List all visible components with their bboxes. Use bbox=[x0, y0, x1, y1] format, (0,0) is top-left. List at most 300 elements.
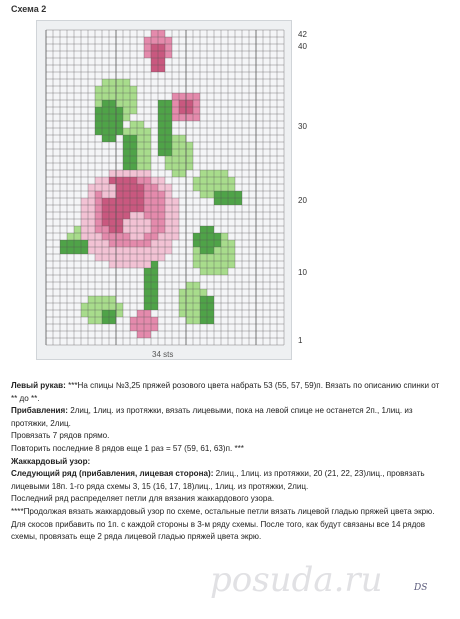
chart-cell bbox=[137, 128, 144, 135]
chart-cell bbox=[214, 240, 221, 247]
chart-cell bbox=[228, 191, 235, 198]
chart-cell bbox=[172, 114, 179, 121]
chart-cell bbox=[116, 79, 123, 86]
chart-cell bbox=[151, 198, 158, 205]
chart-cell bbox=[123, 100, 130, 107]
chart-cell bbox=[109, 254, 116, 261]
chart-cell bbox=[228, 240, 235, 247]
chart-cell bbox=[200, 317, 207, 324]
chart-cell bbox=[116, 205, 123, 212]
chart-cell bbox=[102, 114, 109, 121]
last-row-line: Последний ряд распределяет петли для вязания жаккардового узора. bbox=[11, 494, 275, 504]
chart-cell bbox=[123, 184, 130, 191]
chart-cell bbox=[144, 37, 151, 44]
chart-cell bbox=[109, 296, 116, 303]
chart-cell bbox=[81, 303, 88, 310]
chart-cell bbox=[207, 177, 214, 184]
chart-cell bbox=[151, 303, 158, 310]
chart-cell bbox=[193, 303, 200, 310]
chart-cell bbox=[102, 317, 109, 324]
chart-cell bbox=[179, 289, 186, 296]
chart-cell bbox=[193, 310, 200, 317]
chart-cell bbox=[207, 310, 214, 317]
chart-cell bbox=[151, 30, 158, 37]
chart-cell bbox=[102, 219, 109, 226]
chart-cell bbox=[130, 149, 137, 156]
chart-cell bbox=[109, 79, 116, 86]
chart-cell bbox=[88, 303, 95, 310]
chart-cell bbox=[88, 219, 95, 226]
chart-cell bbox=[81, 247, 88, 254]
chart-cell bbox=[95, 254, 102, 261]
chart-cell bbox=[179, 142, 186, 149]
chart-cell bbox=[109, 261, 116, 268]
chart-cell bbox=[158, 107, 165, 114]
chart-cell bbox=[109, 100, 116, 107]
chart-cell bbox=[179, 149, 186, 156]
chart-cell bbox=[137, 240, 144, 247]
chart-cell bbox=[172, 205, 179, 212]
chart-cell bbox=[144, 282, 151, 289]
chart-cell bbox=[207, 261, 214, 268]
chart-cell bbox=[179, 310, 186, 317]
chart-cell bbox=[158, 233, 165, 240]
chart-cell bbox=[200, 261, 207, 268]
chart-cell bbox=[228, 184, 235, 191]
chart-cell bbox=[116, 128, 123, 135]
chart-cell bbox=[158, 51, 165, 58]
chart-cell bbox=[144, 233, 151, 240]
chart-cell bbox=[95, 177, 102, 184]
chart-cell bbox=[193, 233, 200, 240]
chart-cell bbox=[186, 107, 193, 114]
chart-cell bbox=[102, 212, 109, 219]
chart-cell bbox=[151, 247, 158, 254]
chart-cell bbox=[151, 177, 158, 184]
chart-cell bbox=[130, 142, 137, 149]
chart-cell bbox=[123, 128, 130, 135]
chart-cell bbox=[81, 233, 88, 240]
chart-cell bbox=[123, 163, 130, 170]
chart-cell bbox=[200, 310, 207, 317]
chart-cell bbox=[95, 205, 102, 212]
chart-cell bbox=[200, 191, 207, 198]
chart-cell bbox=[144, 128, 151, 135]
chart-cell bbox=[123, 107, 130, 114]
chart-cell bbox=[193, 114, 200, 121]
chart-cell bbox=[137, 310, 144, 317]
chart-cell bbox=[165, 198, 172, 205]
chart-cell bbox=[109, 177, 116, 184]
chart-cell bbox=[130, 170, 137, 177]
chart-cell bbox=[214, 268, 221, 275]
chart-cell bbox=[200, 170, 207, 177]
chart-cell bbox=[165, 163, 172, 170]
chart-cell bbox=[179, 135, 186, 142]
chart-cell bbox=[123, 170, 130, 177]
sleeve-body: ***На спицы №3,25 пряжей розового цвета набрать 53 (55, 57, 59)п. Вязать по описанию спинки от ** до **. bbox=[11, 381, 440, 403]
chart-cell bbox=[130, 219, 137, 226]
chart-cell bbox=[151, 233, 158, 240]
chart-cell bbox=[130, 233, 137, 240]
chart-cell bbox=[95, 310, 102, 317]
chart-cell bbox=[109, 86, 116, 93]
chart-cell bbox=[200, 268, 207, 275]
chart-cell bbox=[109, 93, 116, 100]
chart-cell bbox=[137, 261, 144, 268]
chart-cell bbox=[200, 240, 207, 247]
chart-cell bbox=[151, 65, 158, 72]
chart-cell bbox=[144, 240, 151, 247]
chart-cell bbox=[172, 233, 179, 240]
chart-cell bbox=[179, 163, 186, 170]
pattern-instructions bbox=[11, 380, 447, 544]
chart-cell bbox=[207, 247, 214, 254]
chart-cell bbox=[151, 184, 158, 191]
chart-cell bbox=[151, 44, 158, 51]
row-number-20: 20 bbox=[298, 196, 307, 205]
chart-cell bbox=[102, 247, 109, 254]
chart-cell bbox=[186, 289, 193, 296]
chart-cell bbox=[165, 247, 172, 254]
chart-cell bbox=[137, 212, 144, 219]
chart-cell bbox=[207, 191, 214, 198]
chart-cell bbox=[88, 226, 95, 233]
chart-cell bbox=[193, 100, 200, 107]
chart-cell bbox=[74, 226, 81, 233]
increases-paragraph bbox=[11, 405, 447, 430]
chart-cell bbox=[200, 247, 207, 254]
chart-cell bbox=[207, 184, 214, 191]
chart-cell bbox=[144, 268, 151, 275]
chart-cell bbox=[102, 191, 109, 198]
chart-cell bbox=[179, 156, 186, 163]
chart-cell bbox=[158, 205, 165, 212]
chart-cell bbox=[165, 184, 172, 191]
chart-cell bbox=[123, 177, 130, 184]
chart-cell bbox=[123, 142, 130, 149]
chart-cell bbox=[116, 100, 123, 107]
next-row-paragraph bbox=[11, 468, 447, 493]
chart-cell bbox=[165, 51, 172, 58]
chart-cell bbox=[151, 191, 158, 198]
chart-cell bbox=[172, 226, 179, 233]
chart-cell bbox=[109, 198, 116, 205]
chart-cell bbox=[165, 240, 172, 247]
chart-cell bbox=[179, 114, 186, 121]
chart-cell bbox=[144, 310, 151, 317]
chart-cell bbox=[81, 240, 88, 247]
chart-cell bbox=[207, 268, 214, 275]
chart-cell bbox=[102, 128, 109, 135]
chart-cell bbox=[109, 247, 116, 254]
chart-cell bbox=[130, 86, 137, 93]
chart-cell bbox=[123, 114, 130, 121]
chart-cell bbox=[165, 219, 172, 226]
chart-cell bbox=[158, 30, 165, 37]
chart-cell bbox=[165, 44, 172, 51]
chart-cell bbox=[158, 240, 165, 247]
chart-cell bbox=[95, 303, 102, 310]
chart-cell bbox=[60, 247, 67, 254]
chart-cell bbox=[130, 212, 137, 219]
chart-cell bbox=[151, 317, 158, 324]
chart-cell bbox=[123, 219, 130, 226]
chart-cell bbox=[144, 261, 151, 268]
chart-cell bbox=[137, 121, 144, 128]
chart-cell bbox=[172, 107, 179, 114]
chart-cell bbox=[109, 310, 116, 317]
chart-cell bbox=[158, 142, 165, 149]
chart-cell bbox=[221, 268, 228, 275]
chart-cell bbox=[151, 254, 158, 261]
chart-cell bbox=[165, 114, 172, 121]
chart-cell bbox=[67, 240, 74, 247]
chart-cell bbox=[130, 247, 137, 254]
chart-cell bbox=[151, 282, 158, 289]
chart-cell bbox=[144, 212, 151, 219]
chart-cell bbox=[193, 261, 200, 268]
chart-cell bbox=[165, 233, 172, 240]
chart-cell bbox=[137, 205, 144, 212]
chart-cell bbox=[123, 247, 130, 254]
scheme-title: Схема 2 bbox=[11, 4, 47, 14]
chart-cell bbox=[228, 198, 235, 205]
chart-cell bbox=[179, 93, 186, 100]
chart-cell bbox=[116, 247, 123, 254]
chart-cell bbox=[116, 86, 123, 93]
chart-cell bbox=[116, 219, 123, 226]
chart-cell bbox=[158, 135, 165, 142]
chart-cell bbox=[144, 254, 151, 261]
chart-cell bbox=[144, 296, 151, 303]
chart-cell bbox=[88, 310, 95, 317]
chart-cell bbox=[81, 212, 88, 219]
chart-cell bbox=[137, 233, 144, 240]
chart-cell bbox=[88, 212, 95, 219]
chart-cell bbox=[130, 240, 137, 247]
chart-cell bbox=[214, 184, 221, 191]
increases-title: Прибавления: bbox=[11, 406, 68, 416]
chart-cell bbox=[172, 170, 179, 177]
chart-cell bbox=[158, 184, 165, 191]
chart-cell bbox=[81, 198, 88, 205]
chart-cell bbox=[116, 191, 123, 198]
chart-cell bbox=[186, 317, 193, 324]
chart-cell bbox=[95, 317, 102, 324]
chart-cell bbox=[144, 135, 151, 142]
chart-cell bbox=[193, 177, 200, 184]
chart-cell bbox=[193, 107, 200, 114]
chart-cell bbox=[88, 233, 95, 240]
chart-cell bbox=[200, 226, 207, 233]
chart-cell bbox=[116, 184, 123, 191]
chart-cell bbox=[144, 247, 151, 254]
chart-cell bbox=[151, 261, 158, 268]
chart-cell bbox=[151, 289, 158, 296]
chart-cell bbox=[130, 156, 137, 163]
chart-cell bbox=[214, 233, 221, 240]
chart-cell bbox=[109, 317, 116, 324]
chart-cell bbox=[102, 254, 109, 261]
chart-cell bbox=[151, 324, 158, 331]
chart-cell bbox=[137, 198, 144, 205]
chart-cell bbox=[200, 289, 207, 296]
chart-cell bbox=[102, 205, 109, 212]
signature: DS bbox=[414, 583, 428, 593]
chart-cell bbox=[214, 254, 221, 261]
chart-cell bbox=[137, 317, 144, 324]
chart-cell bbox=[130, 107, 137, 114]
chart-cell bbox=[165, 100, 172, 107]
chart-cell bbox=[151, 240, 158, 247]
chart-cell bbox=[235, 191, 242, 198]
chart-cell bbox=[109, 219, 116, 226]
chart-cell bbox=[137, 331, 144, 338]
row-number-42: 42 bbox=[298, 30, 307, 39]
chart-cell bbox=[200, 177, 207, 184]
chart-cell bbox=[116, 240, 123, 247]
chart-cell bbox=[144, 163, 151, 170]
row-number-1: 1 bbox=[298, 336, 303, 345]
chart-cell bbox=[81, 310, 88, 317]
chart-cell bbox=[123, 79, 130, 86]
chart-cell bbox=[123, 191, 130, 198]
chart-cell bbox=[221, 177, 228, 184]
chart-cell bbox=[186, 100, 193, 107]
chart-cell bbox=[172, 93, 179, 100]
chart-cell bbox=[95, 184, 102, 191]
chart-cell bbox=[102, 198, 109, 205]
chart-cell bbox=[193, 254, 200, 261]
chart-cell bbox=[109, 212, 116, 219]
chart-cell bbox=[95, 100, 102, 107]
chart-cell bbox=[95, 128, 102, 135]
chart-cell bbox=[130, 226, 137, 233]
chart-cell bbox=[172, 156, 179, 163]
chart-cell bbox=[130, 163, 137, 170]
chart-cell bbox=[109, 121, 116, 128]
chart-cell bbox=[221, 191, 228, 198]
chart-cell bbox=[116, 170, 123, 177]
chart-cell bbox=[88, 296, 95, 303]
chart-cell bbox=[109, 226, 116, 233]
chart-cell bbox=[116, 233, 123, 240]
chart-cell bbox=[193, 282, 200, 289]
chart-cell bbox=[130, 191, 137, 198]
chart-cell bbox=[88, 247, 95, 254]
chart-cell bbox=[144, 177, 151, 184]
chart-cell bbox=[193, 93, 200, 100]
sleeve-title: Левый рукав: bbox=[11, 381, 66, 390]
chart-cell bbox=[95, 191, 102, 198]
chart-cell bbox=[123, 149, 130, 156]
chart-cell bbox=[158, 212, 165, 219]
chart-cell bbox=[151, 219, 158, 226]
chart-cell bbox=[102, 240, 109, 247]
chart-cell bbox=[186, 93, 193, 100]
row-number-40: 40 bbox=[298, 42, 307, 51]
chart-cell bbox=[130, 100, 137, 107]
chart-cell bbox=[123, 212, 130, 219]
chart-cell bbox=[228, 177, 235, 184]
chart-cell bbox=[165, 128, 172, 135]
chart-cell bbox=[123, 86, 130, 93]
chart-cell bbox=[151, 226, 158, 233]
chart-cell bbox=[116, 93, 123, 100]
chart-cell bbox=[95, 247, 102, 254]
chart-cell bbox=[207, 317, 214, 324]
chart-cell bbox=[158, 177, 165, 184]
stitch-count-label: 34 sts bbox=[152, 350, 174, 359]
chart-cell bbox=[172, 135, 179, 142]
chart-cell bbox=[179, 296, 186, 303]
chart-cell bbox=[144, 324, 151, 331]
chart-cell bbox=[158, 149, 165, 156]
chart-cell bbox=[158, 44, 165, 51]
chart-cell bbox=[116, 226, 123, 233]
chart-cell bbox=[200, 233, 207, 240]
next-row-body: 2лиц., 1лиц. из протяжки, 20 (21, 22, 23)лиц., провязать лицевыми 18п. 1-го ряда схемы 3, 15 (16, 17, 18)лиц., 1лиц. из протяжки, 2лиц. bbox=[11, 469, 425, 491]
chart-cell bbox=[88, 317, 95, 324]
chart-cell bbox=[144, 205, 151, 212]
chart-cell bbox=[151, 58, 158, 65]
chart-cell bbox=[158, 198, 165, 205]
chart-cell bbox=[123, 261, 130, 268]
chart-cell bbox=[137, 184, 144, 191]
chart-cell bbox=[116, 121, 123, 128]
chart-cell bbox=[123, 254, 130, 261]
repeat-line: Повторить последние 8 рядов еще 1 раз = 57 (59, 61, 63)п. *** bbox=[11, 443, 244, 453]
chart-cell bbox=[200, 296, 207, 303]
chart-cell bbox=[81, 219, 88, 226]
chart-cell bbox=[158, 254, 165, 261]
chart-cell bbox=[193, 184, 200, 191]
chart-cell bbox=[200, 303, 207, 310]
chart-cell bbox=[116, 212, 123, 219]
chart-cell bbox=[130, 128, 137, 135]
chart-cell bbox=[95, 240, 102, 247]
chart-cell bbox=[158, 191, 165, 198]
jacquard-title: Жаккардовый узор: bbox=[11, 456, 91, 466]
chart-cell bbox=[123, 205, 130, 212]
chart-cell bbox=[165, 37, 172, 44]
chart-cell bbox=[130, 198, 137, 205]
chart-cell bbox=[158, 37, 165, 44]
chart-cell bbox=[130, 205, 137, 212]
chart-cell bbox=[102, 303, 109, 310]
chart-cell bbox=[221, 198, 228, 205]
chart-cell bbox=[109, 303, 116, 310]
chart-cell bbox=[186, 296, 193, 303]
chart-cell bbox=[186, 156, 193, 163]
chart-cell bbox=[214, 170, 221, 177]
sleeve-paragraph bbox=[11, 380, 447, 405]
chart-cell bbox=[109, 107, 116, 114]
chart-cell bbox=[158, 114, 165, 121]
chart-cell bbox=[186, 310, 193, 317]
chart-cell bbox=[123, 240, 130, 247]
chart-cell bbox=[102, 135, 109, 142]
chart-cell bbox=[109, 128, 116, 135]
chart-cell bbox=[130, 135, 137, 142]
chart-cell bbox=[200, 254, 207, 261]
chart-cell bbox=[88, 184, 95, 191]
chart-cell bbox=[165, 121, 172, 128]
chart-cell bbox=[81, 205, 88, 212]
chart-cell bbox=[193, 289, 200, 296]
chart-cell bbox=[137, 177, 144, 184]
